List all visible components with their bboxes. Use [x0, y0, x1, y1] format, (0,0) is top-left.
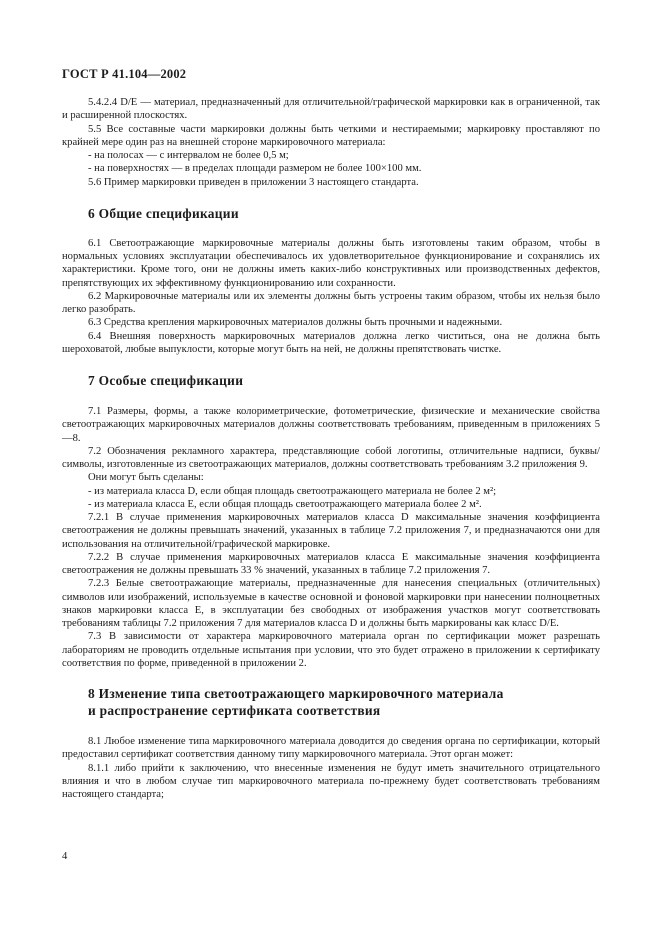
- paragraph-7-2-2: 7.2.2 В случае применения маркировочных материалов класса E максимальные значения коэффициента светоотражения не должны превышать 33 % значений, указанных в таблице 7.2 приложения 7.: [62, 551, 600, 576]
- page-number: 4: [62, 851, 68, 862]
- paragraph-6-3: 6.3 Средства крепления маркировочных материалов должны быть прочными и надежными.: [88, 317, 503, 329]
- paragraph-6-2: 6.2 Маркировочные материалы или их элементы должны быть устроены таким образом, чтобы их нельзя было легко разобрать.: [62, 290, 600, 315]
- list-item-strips: - на полосах — с интервалом не более 0,5 м;: [88, 150, 289, 161]
- paragraph-8-1: 8.1 Любое изменение типа маркировочного материала доводится до сведения органа по сертификации, который предоставил сертификат соответствия данному типу маркировочного материала. Этот орган может:: [62, 736, 600, 761]
- paragraph-7-1: 7.1 Размеры, формы, а также колориметрические, фотометрические, физические и механические свойства светоотражающих маркировочных материалов должны соответствовать требованиям, приведенным в приложениях 5—8.: [62, 406, 600, 444]
- paragraph-6-4: 6.4 Внешняя поверхность маркировочных материалов должна легко чиститься, она не должна быть шероховатой, любые выпуклости, которые могут быть на ней, не должны препятствовать чистке.: [62, 330, 600, 355]
- paragraph-7-2: 7.2 Обозначения рекламного характера, представляющие собой логотипы, отличительные надписи, буквы/символы, изготовленные из светоотражающих материалов, должны соответствовать требованиям 3.2 приложения 9.: [62, 445, 600, 470]
- list-item-class-d: - из материала класса D, если общая площадь светоотражающего материала не более 2 м²;: [88, 485, 497, 497]
- section-8-heading: [62, 685, 600, 719]
- section-8-heading-line-1: 8 Изменение типа светоотражающего маркировочного материала: [88, 686, 504, 701]
- paragraph-6-1: 6.1 Светоотражающие маркировочные материалы должны быть изготовлены таким образом, чтобы в нормальных условиях эксплуатации обеспечивалось их удовлетворительное функционирование и сохранялись их характеристики. Кроме того, они не должны иметь каких-либо конструктивных или производственных дефектов, препятствующих их эффективному функционированию или сохранности.: [62, 237, 600, 289]
- document-header: ГОСТ Р 41.104—2002: [62, 67, 187, 81]
- section-6-heading: 6 Общие спецификации: [88, 205, 239, 221]
- document-body: [62, 96, 600, 801]
- paragraph-7-2-1: 7.2.1 В случае применения маркировочных материалов класса D максимальные значения коэффициента светоотражения не должны превышать значений, указанных в таблице 7.2 приложения 7, и предназначаются они для использования на отличительной/графической маркировке.: [62, 512, 600, 550]
- paragraph-7-3: 7.3 В зависимости от характера маркировочного материала орган по сертификации может разрешать лабораториям не проводить отдельные испытания при условии, что это будет отражено в приложении к сертификату соответствия по форме, приведенной в приложении 2.: [62, 631, 600, 669]
- paragraph-7-2-3: 7.2.3 Белые светоотражающие материалы, предназначенные для нанесения специальных (отличительных) символов или изображений, используемые в качестве основной и фоновой маркировки при нанесении полноцветных знаков маркировки класса E, в эксплуатации без свободных от изображения участков могут соответствовать требованиям таблицы 7.2 приложения 7 для материалов класса D и должны быть маркированы как класс D/E.: [62, 578, 600, 629]
- paragraph-5-4-2-4: 5.4.2.4 D/E — материал, предназначенный для отличительной/графической маркировки как в ограниченной, так и расширенной плоскостях.: [62, 97, 600, 122]
- list-item-surfaces: - на поверхностях — в пределах площади размером не более 100×100 мм.: [88, 163, 422, 175]
- paragraph-5-6: 5.6 Пример маркировки приведен в приложении 3 настоящего стандарта.: [88, 176, 419, 188]
- section-8-heading-line-2: и распространение сертификата соответствия: [88, 703, 381, 718]
- list-item-class-e: - из материала класса E, если общая площадь светоотражающего материала более 2 м².: [88, 498, 482, 510]
- paragraph-5-5: 5.5 Все составные части маркировки должны быть четкими и нестираемыми; маркировку проставляют по крайней мере один раз на внешней стороне маркировочного материала:: [62, 123, 600, 148]
- paragraph-they-can-be-made: Они могут быть сделаны:: [88, 472, 204, 484]
- paragraph-8-1-1: 8.1.1 либо прийти к заключению, что внесенные изменения не будут иметь значительного отрицательного влияния и что в любом случае тип маркировочного материала по-прежнему будет соответствовать требованиям настоящего стандарта;: [62, 762, 600, 800]
- section-7-heading: 7 Особые спецификации: [88, 373, 244, 388]
